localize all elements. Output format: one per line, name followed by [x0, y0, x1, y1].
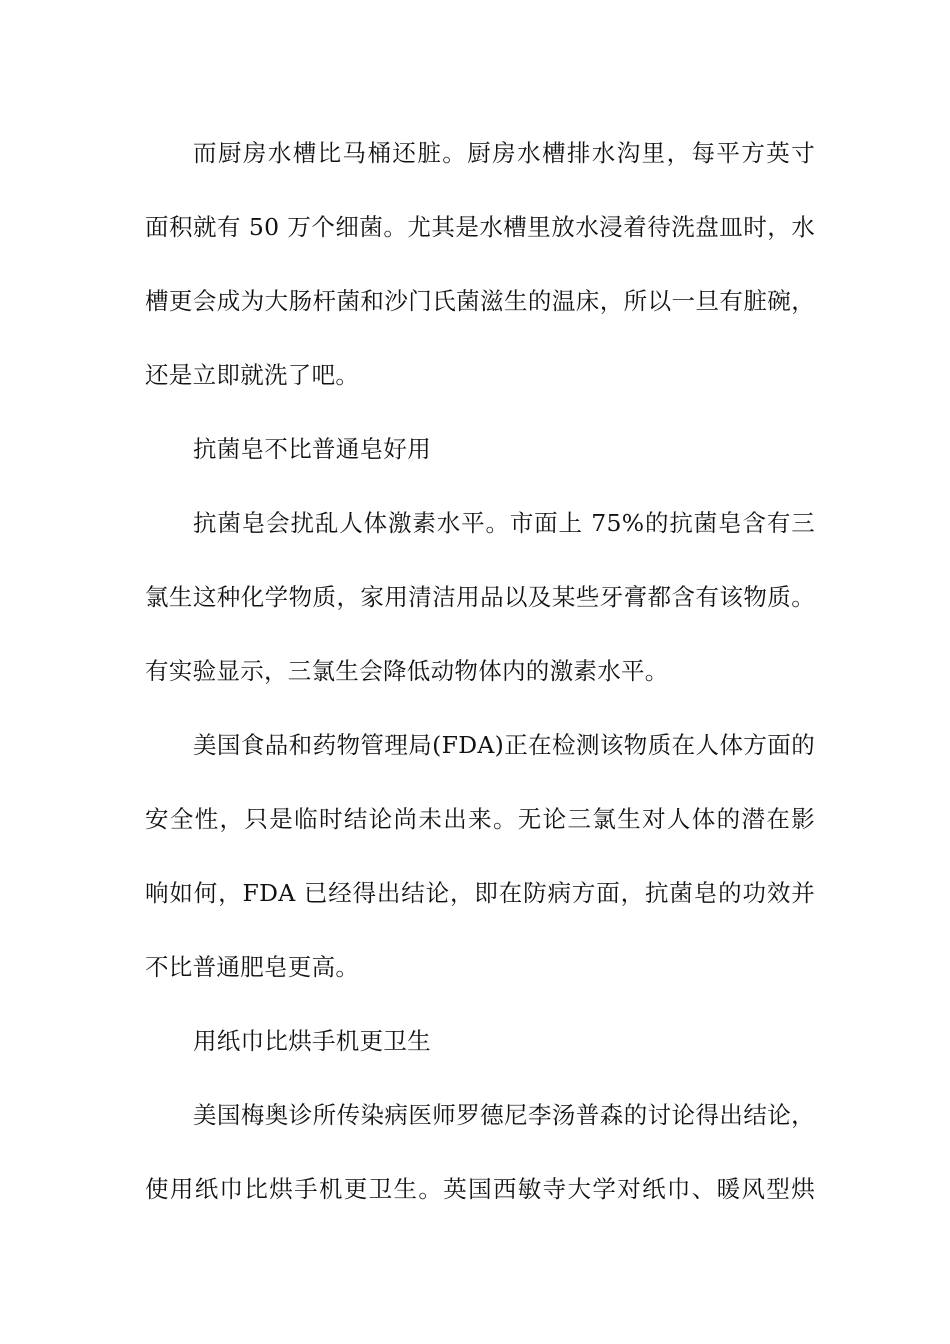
- paragraph-line: 不比普通肥皂更高。: [145, 953, 360, 981]
- paragraph-line: 面积就有 50 万个细菌。尤其是水槽里放水浸着待洗盘皿时，水: [145, 213, 815, 241]
- paragraph-line: 槽更会成为大肠杆菌和沙门氏菌滋生的温床，所以一旦有脏碗，: [145, 287, 815, 315]
- paragraph-line: 还是立即就洗了吧。: [145, 361, 360, 389]
- paragraph-line: 而厨房水槽比马桶还脏。厨房水槽排水沟里，每平方英寸: [193, 139, 815, 167]
- paragraph-line: 抗菌皂会扰乱人体激素水平。市面上 75%的抗菌皂含有三: [193, 509, 815, 537]
- section-heading: 抗菌皂不比普通皂好用: [193, 435, 431, 463]
- paragraph-line: 美国食品和药物管理局(FDA)正在检测该物质在人体方面的: [193, 731, 815, 759]
- paragraph-line: 有实验显示，三氯生会降低动物体内的激素水平。: [145, 657, 669, 685]
- paragraph-line: 安全性，只是临时结论尚未出来。无论三氯生对人体的潜在影: [145, 805, 815, 833]
- paragraph-line: 美国梅奥诊所传染病医师罗德尼李汤普森的讨论得出结论，: [193, 1101, 815, 1129]
- paragraph-line: 氯生这种化学物质，家用清洁用品以及某些牙膏都含有该物质。: [145, 583, 815, 611]
- paragraph-line: 响如何，FDA 已经得出结论，即在防病方面，抗菌皂的功效并: [145, 879, 815, 907]
- section-heading: 用纸巾比烘手机更卫生: [193, 1027, 431, 1055]
- paragraph-line: 使用纸巾比烘手机更卫生。英国西敏寺大学对纸巾、暖风型烘: [145, 1175, 815, 1203]
